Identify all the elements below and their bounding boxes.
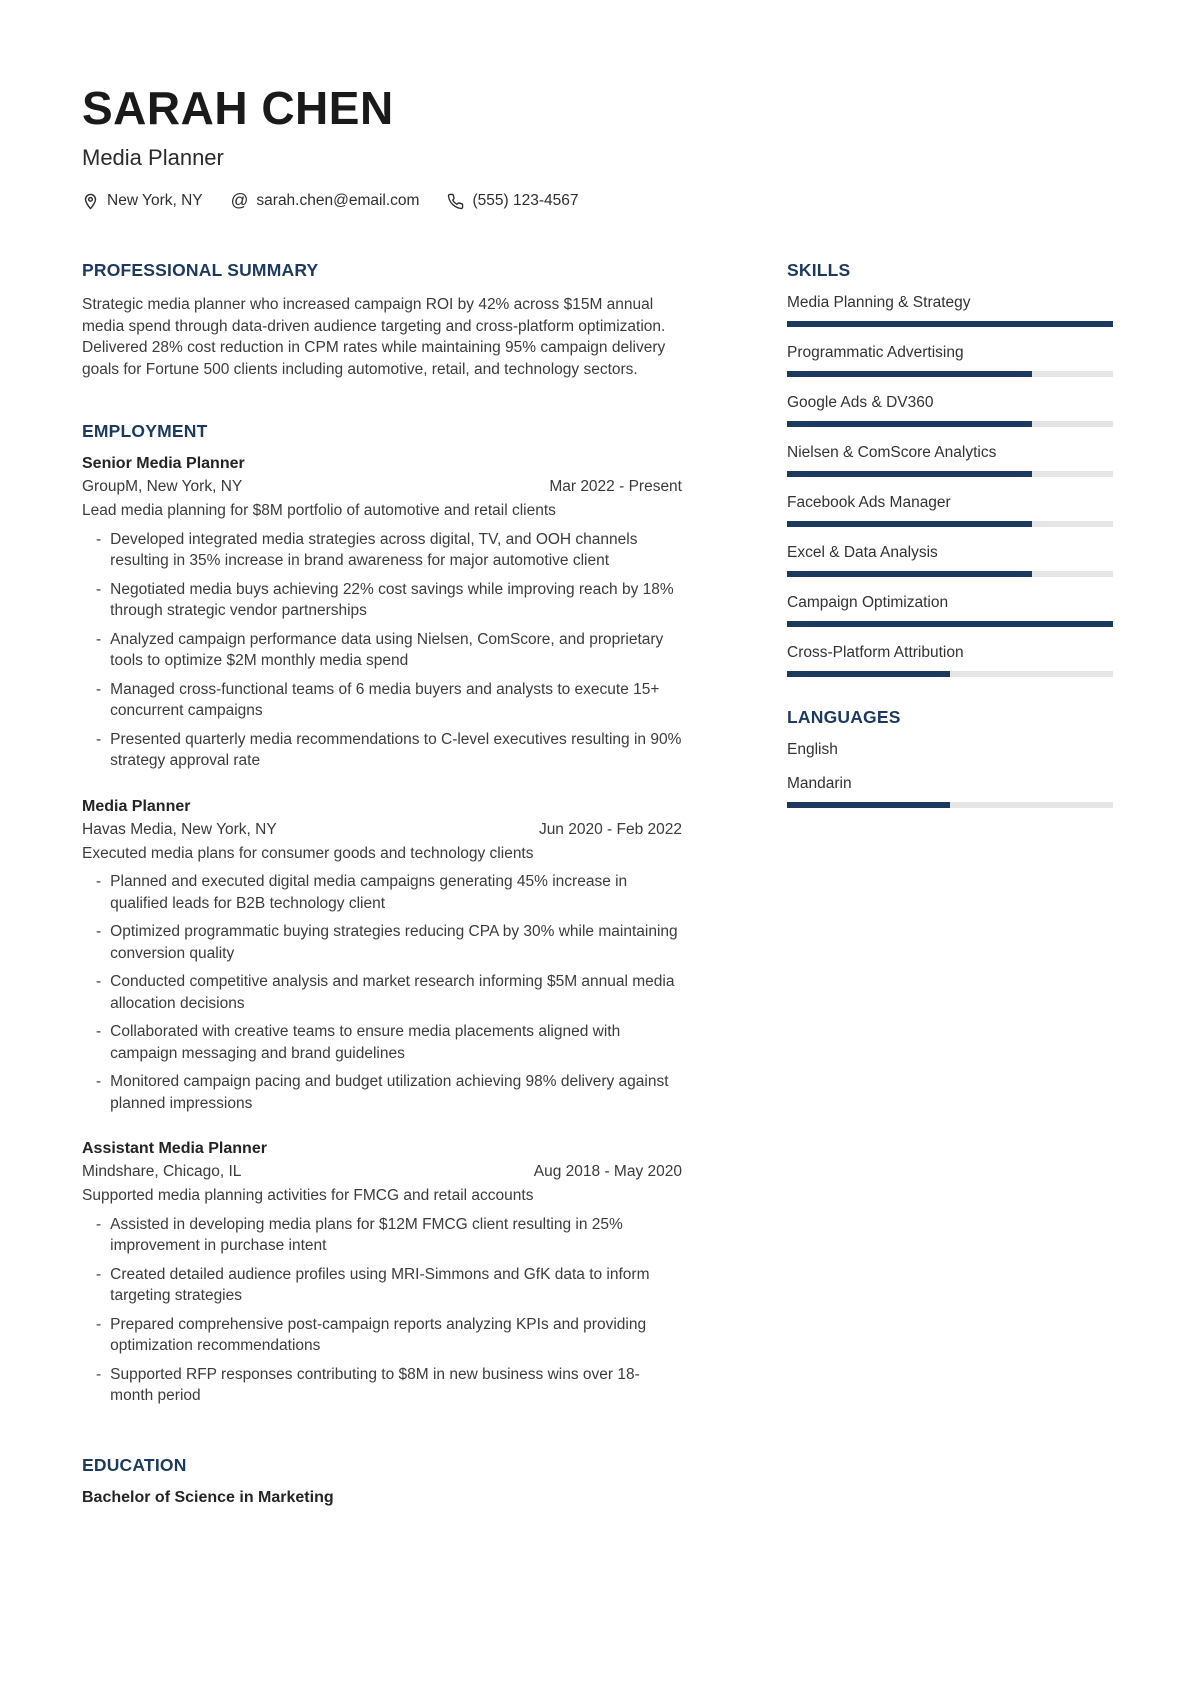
bullet-text: Developed integrated media strategies across digital, TV, and OOH channels resulting in 35% increase in brand awareness for major automotive client (110, 530, 638, 569)
skill-item (787, 444, 1113, 477)
education-section (82, 1455, 682, 1507)
languages-heading: LANGUAGES (787, 707, 901, 727)
bullet-text: Supported RFP responses contributing to $8M in new business wins over 18-month period (110, 1365, 640, 1404)
candidate-title: Media Planner (82, 145, 224, 170)
job-bullet (82, 679, 682, 722)
contact-location (82, 192, 203, 210)
skill-item (787, 544, 1113, 577)
language-item (787, 775, 1113, 808)
skill-label: Nielsen & ComScore Analytics (787, 444, 997, 461)
skill-bar-fill (787, 621, 1113, 627)
location-text: New York, NY (107, 192, 203, 209)
job-dates: Aug 2018 - May 2020 (533, 1163, 682, 1180)
skill-label: Programmatic Advertising (787, 344, 964, 361)
main-column (82, 260, 682, 1507)
job-dates: Mar 2022 - Present (549, 478, 682, 495)
bullet-dash: - (96, 1215, 102, 1233)
bullet-dash: - (96, 873, 102, 890)
job-bullet (82, 1314, 682, 1357)
job-bullet (82, 1264, 682, 1307)
job-bullet (82, 971, 682, 1014)
skill-label: Campaign Optimization (787, 594, 949, 611)
skill-label: Media Planning & Strategy (787, 294, 971, 311)
skill-bar (787, 421, 1113, 427)
job-summary: Supported media planning activities for FMCG and retail accounts (82, 1187, 534, 1204)
bullet-dash: - (96, 973, 102, 990)
skill-bar (787, 521, 1113, 527)
summary-section (82, 260, 682, 380)
skill-label: Cross-Platform Attribution (787, 644, 964, 661)
bullet-dash: - (96, 730, 102, 748)
employment-heading: EMPLOYMENT (82, 421, 208, 441)
skill-item (787, 344, 1113, 377)
job-title: Media Planner (82, 797, 191, 815)
summary-heading: PROFESSIONAL SUMMARY (82, 260, 319, 280)
skill-bar-fill (787, 371, 1032, 377)
at-sign-icon: @ (230, 190, 249, 211)
bullet-dash: - (96, 1023, 102, 1040)
language-bar-fill (787, 802, 950, 808)
job-entry (82, 455, 682, 772)
job-meta (82, 821, 682, 839)
job-bullet (82, 921, 682, 964)
skill-bar-fill (787, 321, 1113, 327)
job-bullet (82, 1364, 682, 1407)
bullet-text: Monitored campaign pacing and budget utilization achieving 98% delivery against planned impressions (110, 1073, 669, 1112)
bullet-text: Managed cross-functional teams of 6 media buyers and analysts to execute 15+ concurrent campaigns (110, 680, 660, 719)
job-bullet (82, 629, 682, 672)
job-bullet (82, 1021, 682, 1064)
skill-item (787, 644, 1113, 677)
skill-bar (787, 571, 1113, 577)
bullet-text: Collaborated with creative teams to ensure media placements aligned with campaign messaging and brand guidelines (110, 1023, 621, 1062)
skill-item (787, 294, 1113, 327)
job-bullet (82, 1214, 682, 1257)
job-meta (82, 1163, 682, 1181)
bullet-dash: - (96, 680, 102, 698)
skill-bar (787, 471, 1113, 477)
bullet-dash: - (96, 923, 102, 940)
job-bullets (82, 871, 682, 1114)
contact-row (82, 192, 1113, 210)
email-text: sarah.chen@email.com (256, 192, 420, 209)
bullet-text: Planned and executed digital media campaigns generating 45% increase in qualified leads for B2B technology client (110, 873, 628, 912)
bullet-text: Assisted in developing media plans for $12M FMCG client resulting in 25% improvement in purchase intent (110, 1215, 623, 1254)
contact-phone (447, 192, 578, 210)
language-bar (787, 802, 1113, 808)
skill-item (787, 394, 1113, 427)
bullet-text: Optimized programmatic buying strategies reducing CPA by 30% while maintaining conversion quality (110, 923, 678, 962)
skill-label: Facebook Ads Manager (787, 494, 951, 511)
summary-text: Strategic media planner who increased campaign ROI by 42% across $15M annual media spend through data-driven audience targeting and cross-platform optimization. Delivered 28% cost reduction in CPM rates while maintaining 95% campaign delivery goals for Fortune 500 clients including automotive, retail, and technology sectors. (82, 296, 666, 378)
candidate-name: SARAH CHEN (82, 82, 394, 134)
skill-item (787, 494, 1113, 527)
job-title: Senior Media Planner (82, 455, 245, 472)
bullet-text: Created detailed audience profiles using MRI-Simmons and GfK data to inform targeting strategies (110, 1265, 650, 1304)
skill-bar (787, 621, 1113, 627)
skill-bar (787, 371, 1113, 377)
bullet-text: Conducted competitive analysis and market research informing $5M annual media allocation decisions (110, 973, 675, 1012)
phone-text: (555) 123-4567 (472, 192, 579, 209)
content-columns (82, 260, 1113, 1507)
job-bullet (82, 871, 682, 914)
skill-bar-fill (787, 471, 1032, 477)
sidebar (787, 260, 1113, 1507)
job-dates: Jun 2020 - Feb 2022 (538, 820, 682, 838)
bullet-dash: - (96, 580, 102, 598)
resume-header (82, 82, 1113, 211)
job-company: GroupM, New York, NY (82, 478, 243, 495)
job-title: Assistant Media Planner (82, 1140, 267, 1157)
bullet-dash: - (96, 530, 102, 548)
skill-bar-fill (787, 571, 1032, 577)
skills-section (787, 260, 1113, 677)
language-item (787, 741, 1113, 759)
contact-email (231, 192, 420, 210)
job-company: Mindshare, Chicago, IL (82, 1163, 242, 1180)
job-entry (82, 1140, 682, 1407)
skill-bar-fill (787, 521, 1032, 527)
job-bullet (82, 729, 682, 772)
job-bullet (82, 529, 682, 572)
language-label: Mandarin (787, 775, 852, 792)
job-summary: Executed media plans for consumer goods and technology clients (82, 844, 534, 862)
languages-section (787, 707, 1113, 808)
bullet-text: Analyzed campaign performance data using Nielsen, ComScore, and proprietary tools to optimize $2M monthly media spend (110, 630, 664, 669)
job-entry (82, 798, 682, 1115)
job-bullet (82, 1071, 682, 1114)
job-bullets (82, 529, 682, 772)
bullet-text: Negotiated media buys achieving 22% cost savings while improving reach by 18% through strategic vendor partnerships (110, 580, 674, 619)
job-company: Havas Media, New York, NY (82, 820, 277, 838)
job-summary: Lead media planning for $8M portfolio of automotive and retail clients (82, 502, 556, 519)
skill-bar (787, 321, 1113, 327)
bullet-dash: - (96, 630, 102, 648)
bullet-text: Prepared comprehensive post-campaign reports analyzing KPIs and providing optimization recommendations (110, 1315, 647, 1354)
skill-label: Excel & Data Analysis (787, 544, 938, 561)
bullet-dash: - (96, 1315, 102, 1333)
job-bullet (82, 579, 682, 622)
phone-icon (447, 193, 464, 210)
employment-section (82, 421, 682, 1407)
job-meta (82, 478, 682, 496)
education-heading: EDUCATION (82, 1454, 187, 1475)
bullet-dash: - (96, 1073, 102, 1090)
skills-heading: SKILLS (787, 260, 851, 280)
bullet-dash: - (96, 1365, 102, 1383)
skill-label: Google Ads & DV360 (787, 394, 934, 411)
skill-item (787, 594, 1113, 627)
job-bullets (82, 1214, 682, 1407)
skill-bar-fill (787, 671, 950, 677)
location-pin-icon (82, 193, 99, 210)
skill-bar (787, 671, 1113, 677)
bullet-text: Presented quarterly media recommendations to C-level executives resulting in 90% strategy approval rate (110, 730, 682, 769)
skill-bar-fill (787, 421, 1032, 427)
language-label: English (787, 741, 838, 758)
bullet-dash: - (96, 1265, 102, 1283)
education-degree: Bachelor of Science in Marketing (82, 1488, 334, 1506)
